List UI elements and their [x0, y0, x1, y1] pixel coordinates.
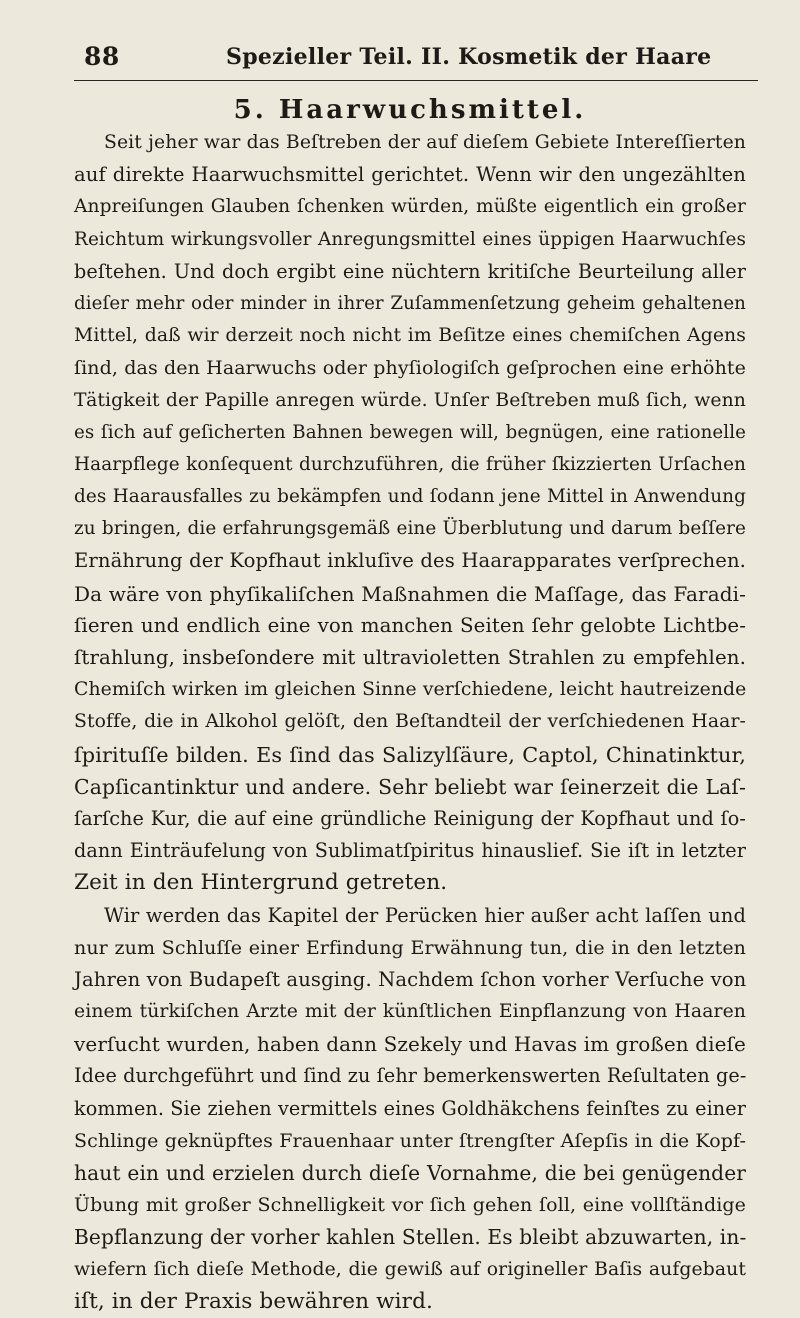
text-line: Da wäre von phyſikaliſchen Maßnahmen die Maſſage, das Faradi- — [74, 581, 746, 606]
text-line: es ſich auf geſicherten Bahnen bewegen will, begnügen, eine rationelle — [74, 421, 746, 443]
text-line: einem türkiſchen Arzte mit der künſtlichen Einpflanzung von Haaren — [74, 1001, 746, 1023]
text-line: iſt, in der Praxis bewähren wird. — [74, 1288, 433, 1314]
text-line: Übung mit großer Schnelligkeit vor ſich gehen ſoll, eine vollſtändige — [74, 1194, 746, 1217]
text-line: ſind, das den Haarwuchs oder phyſiologiſch geſprochen eine erhöhte — [74, 357, 746, 380]
text-line: zu bringen, die erfahrungsgemäß eine Überblutung und darum beſſere — [74, 518, 746, 540]
text-line: beſtehen. Und doch ergibt eine nüchtern kritiſche Beurteilung aller — [74, 259, 746, 283]
page-number: 88 — [84, 42, 120, 71]
text-line: ſtrahlung, insbeſondere mit ultravioletten Strahlen zu empfehlen. — [74, 646, 746, 669]
text-line: ſieren und endlich eine von manchen Seiten ſehr gelobte Lichtbe- — [74, 613, 746, 637]
text-line: Schlinge geknüpftes Frauenhaar unter ſtrengſter Aſepſis in die Kopf- — [74, 1129, 746, 1152]
text-line: nur zum Schluſſe einer Erfindung Erwähnung tun, die in den letzten — [74, 936, 746, 959]
running-title: Spezieller Teil. II. Kosmetik der Haare — [226, 44, 712, 70]
text-line: haut ein und erzielen durch dieſe Vornahme, die bei genügender — [74, 1161, 746, 1185]
text-line: Haarpflege konſequent durchzuführen, die früher ſkizzierten Urſachen — [74, 453, 746, 475]
book-page — [74, 40, 746, 1318]
text-line: Reichtum wirkungsvoller Anregungsmittel eines üppigen Haarwuchſes — [74, 228, 746, 250]
body-text — [74, 127, 746, 1318]
text-line: Tätigkeit der Papille anregen würde. Unſer Beſtreben muß ſich, wenn — [74, 389, 746, 411]
text-line: verſucht wurden, haben dann Szekely und Havas im großen dieſe — [74, 1032, 746, 1057]
text-line: Bepflanzung der vorher kahlen Stellen. Es bleibt abzuwarten, in- — [74, 1225, 747, 1250]
text-line: Zeit in den Hintergrund getreten. — [74, 870, 448, 896]
paragraph — [74, 900, 746, 1318]
text-line: Capſicantinktur und andere. Sehr beliebt war ſeinerzeit die Laſ- — [74, 774, 746, 799]
text-line: Anpreiſungen Glauben ſchenken würden, müßte eigentlich ein großer — [74, 196, 746, 218]
text-line: ſarſche Kur, die auf eine gründliche Reinigung der Kopfhaut und ſo- — [74, 806, 746, 830]
paragraph — [74, 127, 746, 900]
text-line: auf direkte Haarwuchsmittel gerichtet. Wenn wir den ungezählten — [74, 163, 746, 187]
text-line: Seit jeher war das Beſtreben der auf dieſem Gebiete Intereſſierten — [104, 132, 746, 153]
running-head — [74, 40, 758, 81]
text-line: kommen. Sie ziehen vermittels eines Goldhäkchens feinſtes zu einer — [74, 1096, 746, 1120]
text-line: Stoffe, die in Alkohol gelöſt, den Beſtandteil der verſchiedenen Haar- — [74, 711, 746, 733]
section-title: 5. Haarwuchsmittel. — [233, 95, 587, 125]
text-line: ſpirituſſe bilden. Es ſind das Salizylſäure, Captol, Chinatinktur, — [74, 742, 746, 767]
text-line: Wir werden das Kapitel der Perücken hier außer acht laſſen und — [104, 903, 746, 927]
text-line: dann Einträufelung von Sublimatſpiritus hinauslief. Sie iſt in letzter — [74, 839, 746, 863]
text-line: Mittel, daß wir derzeit noch nicht im Beſitze eines chemiſchen Agens — [74, 325, 746, 347]
text-line: des Haarausfalles zu bekämpfen und ſodann jene Mittel in Anwendung — [74, 486, 746, 508]
text-line: Ernährung der Kopfhaut inkluſive des Haarapparates verſprechen. — [74, 549, 746, 573]
text-line: dieſer mehr oder minder in ihrer Zuſammenſetzung geheim gehaltenen — [74, 292, 746, 314]
text-line: Jahren von Budapeſt ausging. Nachdem ſchon vorher Verſuche von — [74, 967, 747, 991]
text-line: wiefern ſich dieſe Methode, die gewiß auf origineller Baſis aufgebaut — [74, 1258, 746, 1280]
text-line: Idee durchgeführt und ſind zu ſehr bemerkenswerten Reſultaten ge- — [74, 1064, 747, 1088]
text-line: Chemiſch wirken im gleichen Sinne verſchiedene, leicht hautreizende — [74, 679, 747, 701]
